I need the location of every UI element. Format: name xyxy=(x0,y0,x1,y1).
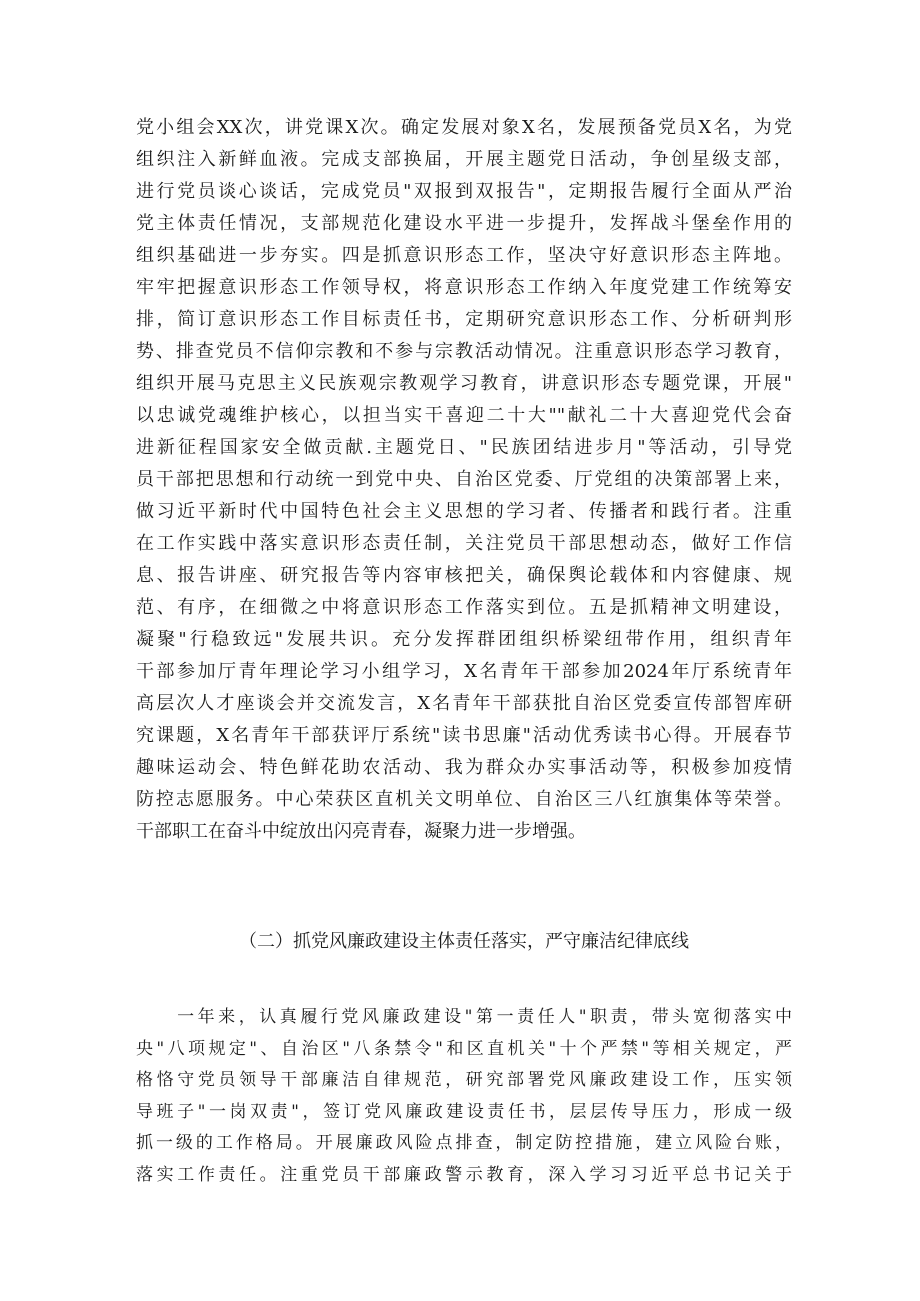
text-line: 排，简订意识形态工作目标责任书，定期研究意识形态工作、分析研判形 xyxy=(136,309,792,330)
text-line: 格恪守党员领导干部廉洁自律规范，研究部署党风廉政建设工作，压实领 xyxy=(136,1070,792,1090)
text-line: 党主体责任情况，支部规范化建设水平进一步提升，发挥战斗堡垒作用的 xyxy=(136,213,792,234)
text-line: 干部职工在奋斗中绽放出闪亮青春，凝聚力进一步增强。 xyxy=(136,821,586,842)
text-line: 牢牢把握意识形态工作领导权，将意识形态工作纳入年度党建工作统筹安 xyxy=(136,277,792,298)
text-line: 息、报告讲座、研究报告等内容审核把关，确保舆论载体和内容健康、规 xyxy=(136,565,792,586)
text-line: 趣味运动会、特色鲜花助农活动、我为群众办实事活动等，积极参加疫情 xyxy=(136,757,792,778)
text-line: 组织开展马克思主义民族观宗教观学习教育，讲意识形态专题党课，开展" xyxy=(136,373,792,394)
text-line: 究课题，X名青年干部获评厅系统"读书思廉"活动优秀读书心得。开展春节 xyxy=(136,725,792,746)
section-heading: （二）抓党风廉政建设主体责任落实，严守廉洁纪律底线 xyxy=(239,931,689,952)
text-line: 进行党员谈心谈话，完成党员"双报到双报告"，定期报告履行全面从严治 xyxy=(136,181,792,202)
paragraph-1 xyxy=(136,112,792,848)
text-line: 党小组会XX次，讲党课X次。确定发展对象X名，发展预备党员X名，为党 xyxy=(136,117,792,138)
text-line: 防控志愿服务。中心荣获区直机关文明单位、自治区三八红旗集体等荣誉。 xyxy=(136,789,792,810)
text-line: 组织基础进一步夯实。四是抓意识形态工作，坚决守好意识形态主阵地。 xyxy=(136,245,792,266)
text-line: 凝聚"行稳致远"发展共识。充分发挥群团组织桥梁纽带作用，组织青年 xyxy=(136,629,792,650)
text-line: 抓一级的工作格局。开展廉政风险点排查，制定防控措施，建立风险台账， xyxy=(136,1133,792,1153)
text-line: 做习近平新时代中国特色社会主义思想的学习者、传播者和践行者。注重 xyxy=(136,501,792,522)
text-line: 落实工作责任。注重党员干部廉政警示教育，深入学习习近平总书记关于 xyxy=(136,1164,792,1185)
text-line: 干部参加厅青年理论学习小组学习，X名青年干部参加2024年厅系统青年 xyxy=(136,661,792,682)
text-line: 员干部把思想和行动统一到党中央、自治区党委、厅党组的决策部署上来， xyxy=(136,469,792,490)
text-line: 央"八项规定"、自治区"八条禁令"和区直机关"十个严禁"等相关规定，严 xyxy=(136,1038,792,1059)
text-line: 高层次人才座谈会并交流发言，X名青年干部获批自治区党委宣传部智库研 xyxy=(136,693,792,714)
text-line: 导班子"一岗双责"，签订党风廉政建设责任书，层层传导压力，形成一级 xyxy=(136,1101,792,1122)
text-line: 势、排查党员不信仰宗教和不参与宗教活动情况。注重意识形态学习教育， xyxy=(136,341,792,362)
text-line: 进新征程国家安全做贡献.主题党日、"民族团结进步月"等活动，引导党 xyxy=(136,437,792,458)
text-line: 以忠诚党魂维护核心，以担当实干喜迎二十大""献礼二十大喜迎党代会奋 xyxy=(136,405,792,426)
text-line: 一年来，认真履行党风廉政建设"第一责任人"职责，带头宽彻落实中 xyxy=(136,1007,792,1027)
text-line: 组织注入新鲜血液。完成支部换届，开展主题党日活动，争创星级支部， xyxy=(136,149,792,170)
paragraph-2 xyxy=(136,1002,792,1191)
text-line: 范、有序，在细微之中将意识形态工作落实到位。五是抓精神文明建设， xyxy=(136,597,792,618)
text-line: 在工作实践中落实意识形态责任制，关注党员干部思想动态，做好工作信 xyxy=(136,533,792,554)
